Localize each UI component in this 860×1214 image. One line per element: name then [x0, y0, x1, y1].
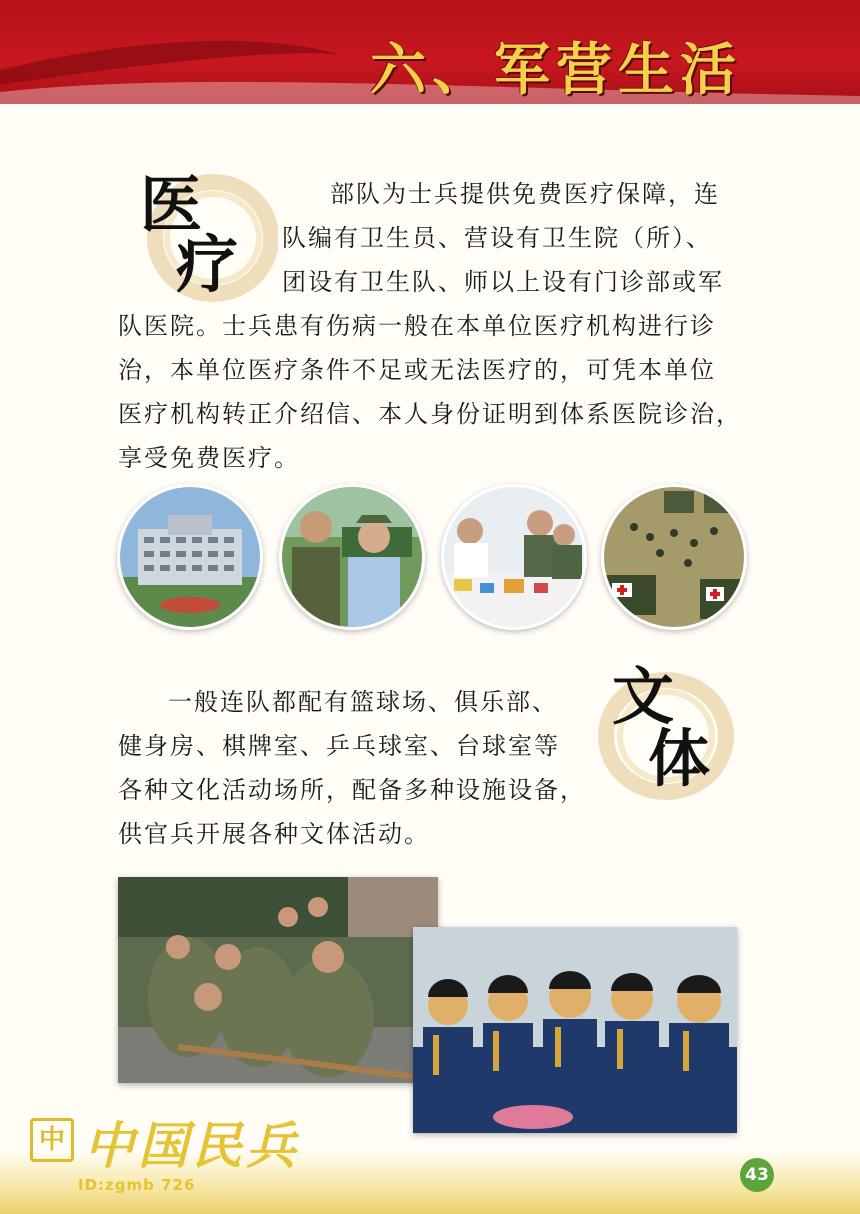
medical-line-7: 享受免费医疗。 — [118, 444, 300, 472]
culture-line-2: 健身房、棋牌室、乒乓球室、台球室等 — [118, 732, 560, 760]
tug-of-war-photo — [118, 877, 438, 1083]
medical-line-1: 部队为士兵提供免费医疗保障，连 — [330, 180, 720, 208]
badge-char-wen: 文 — [612, 660, 675, 733]
militia-logo-icon: 中 — [30, 1118, 74, 1162]
medical-line-4: 队医院。士兵患有伤病一般在本单位医疗机构进行诊 — [118, 312, 716, 340]
medical-badge — [118, 168, 278, 308]
badge-char-liao: 疗 — [176, 228, 239, 301]
culture-badge — [588, 660, 748, 804]
watermark-id: ID:zgmb 726 — [78, 1176, 196, 1194]
medical-checkup-photo — [441, 484, 587, 630]
culture-line-4: 供官兵开展各种文体活动。 — [118, 820, 430, 848]
field-ambulance-photo — [601, 484, 747, 630]
medical-line-5: 治，本单位医疗条件不足或无法医疗的，可凭本单位 — [118, 356, 716, 384]
female-soldiers-applauding-photo — [413, 927, 737, 1133]
page-number-badge: 43 — [740, 1158, 774, 1192]
hospital-building-photo — [117, 484, 263, 630]
doctor-with-soldier-photo — [279, 484, 425, 630]
page-title: 六、军营生活 — [370, 38, 742, 103]
brand-logo-text: 中国民兵 — [84, 1116, 300, 1175]
culture-line-1: 一般连队都配有篮球场、俱乐部、 — [168, 688, 558, 716]
badge-char-ti: 体 — [648, 722, 711, 795]
medical-line-3: 团设有卫生队、师以上设有门诊部或军 — [282, 268, 724, 296]
header-banner — [0, 0, 860, 104]
culture-line-3: 各种文化活动场所，配备多种设施设备， — [118, 776, 586, 804]
medical-line-6: 医疗机构转正介绍信、本人身份证明到体系医院诊治， — [118, 400, 742, 428]
badge-char-yi: 医 — [140, 168, 203, 241]
medical-line-2: 队编有卫生员、营设有卫生院（所）、 — [282, 224, 712, 252]
